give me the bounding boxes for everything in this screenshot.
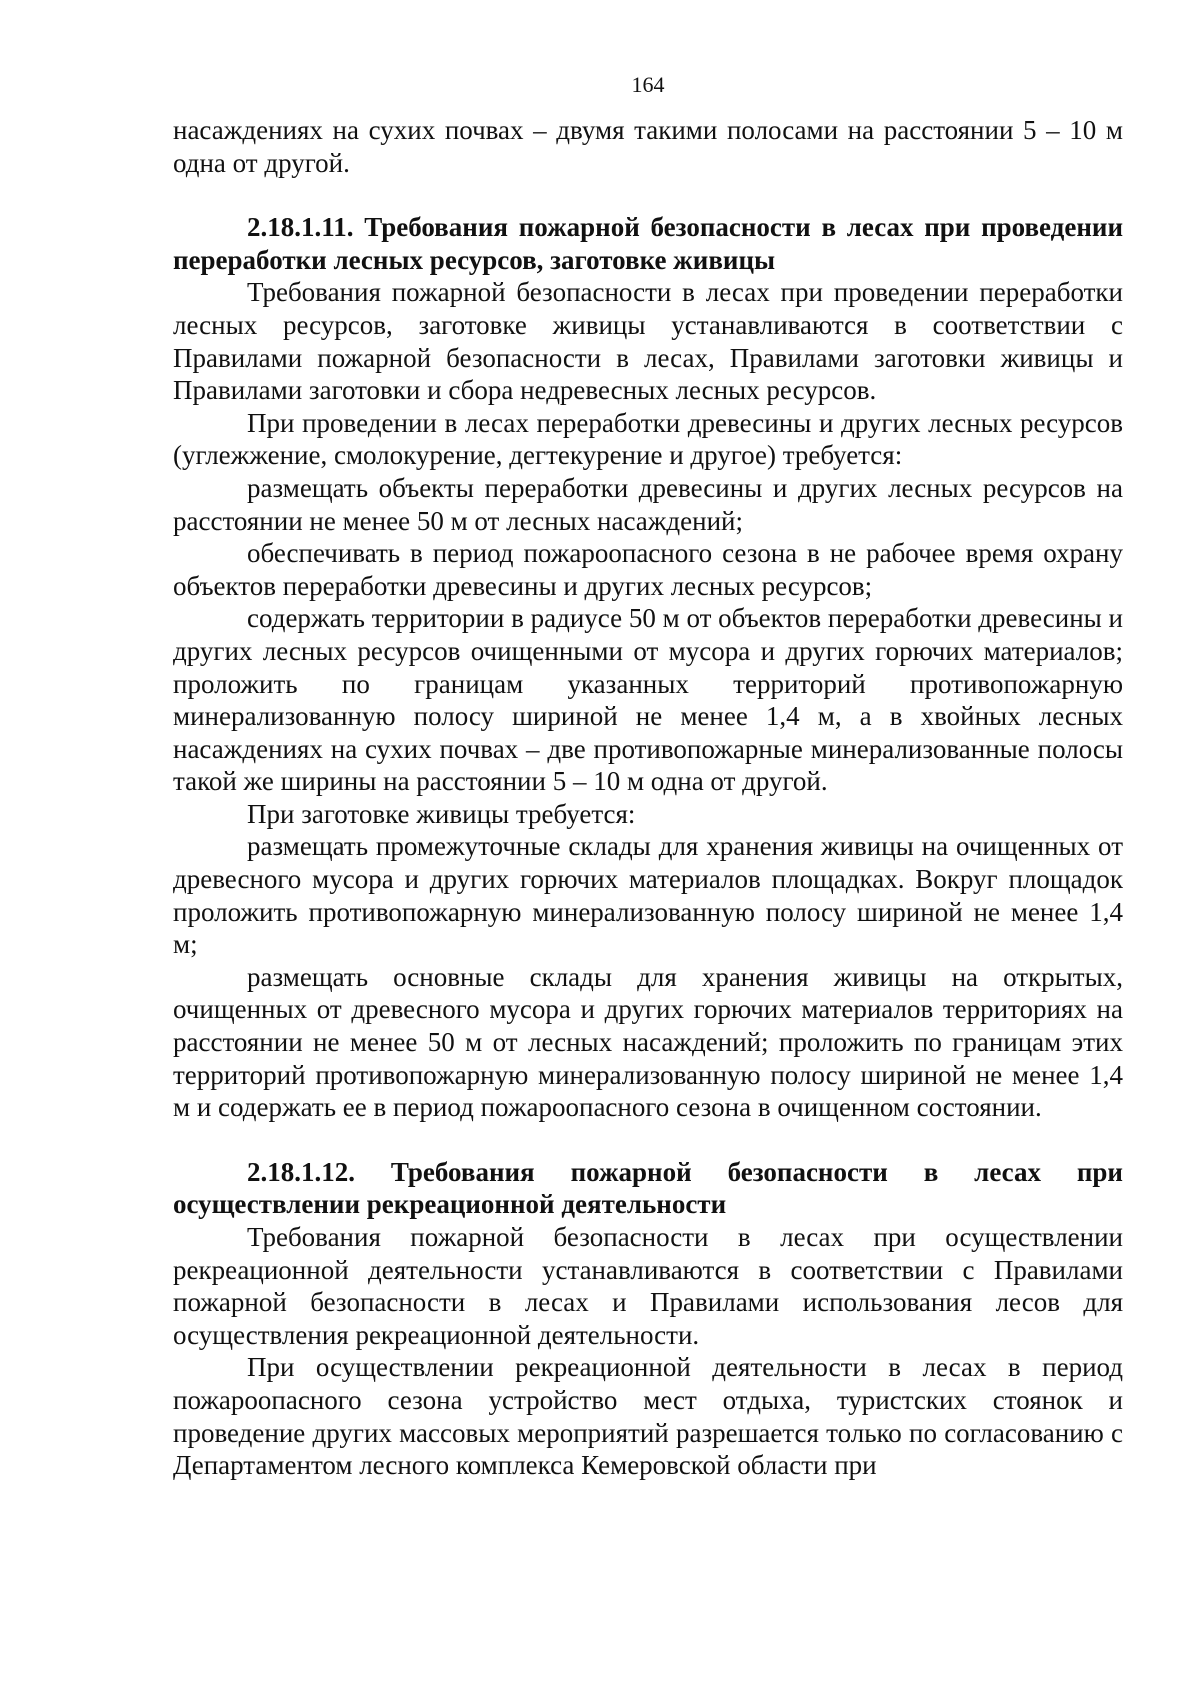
section-heading: 2.18.1.12. Требования пожарной безопасности в лесах при осуществлении рекреационной деятельности	[173, 1156, 1123, 1220]
paragraph: Требования пожарной безопасности в лесах при проведении переработки лесных ресурсов, заготовке живицы устанавливаются в соответствии с Правилами пожарной безопасности в лесах, Правилами заготовки живицы и Правилами заготовки и сбора недревесных лесных ресурсов.	[173, 277, 1123, 406]
paragraph: насаждениях на сухих почвах – двумя такими полосами на расстоянии 5 – 10 м одна от другой.	[173, 115, 1123, 178]
paragraph: размещать объекты переработки древесины и других лесных ресурсов на расстоянии не менее 50 м от лесных насаждений;	[173, 472, 1123, 536]
section-heading: 2.18.1.11. Требования пожарной безопасности в лесах при проведении переработки лесных ресурсов, заготовке живицы	[173, 212, 1123, 275]
section-spacer	[173, 179, 1123, 211]
paragraph: При осуществлении рекреационной деятельности в лесах в период пожароопасного сезона устройство мест отдыха, туристских стоянок и проведение других массовых мероприятий разрешается только по согласованию с Департаментом лесного комплекса Кемеровской области при	[173, 1352, 1123, 1481]
document-body	[173, 114, 1123, 1482]
paragraph: размещать основные склады для хранения живицы на открытых, очищенных от древесного мусора и других горючих материалов территориях на расстоянии не менее 50 м от лесных насаждений; проложить по границам этих территорий противопожарную минерализованную полосу шириной не менее 1,4 м и содержать ее в период пожароопасного сезона в очищенном состоянии.	[173, 961, 1123, 1123]
paragraph: Требования пожарной безопасности в лесах при осуществлении рекреационной деятельности устанавливаются в соответствии с Правилами пожарной безопасности в лесах и Правилами использования лесов для осуществления рекреационной деятельности.	[173, 1222, 1123, 1350]
paragraph: При заготовке живицы требуется:	[247, 798, 636, 829]
paragraph: содержать территории в радиусе 50 м от объектов переработки древесины и других лесных ресурсов очищенными от мусора и других горючих материалов; проложить по границам указанных территорий противопожарную минерализованную полосу шириной не менее 1,4 м, а в хвойных лесных насаждениях на сухих почвах – две противопожарные минерализованные полосы такой же ширины на расстоянии 5 – 10 м одна от другой.	[173, 603, 1123, 797]
paragraph: При проведении в лесах переработки древесины и других лесных ресурсов (углежжение, смолокурение, дегтекурение и другое) требуется:	[173, 407, 1123, 471]
paragraph: обеспечивать в период пожароопасного сезона в не рабочее время охрану объектов переработки древесины и других лесных ресурсов;	[173, 538, 1123, 601]
page-number: 164	[631, 72, 665, 97]
section-spacer	[173, 1124, 1123, 1156]
paragraph: размещать промежуточные склады для хранения живицы на очищенных от древесного мусора и других горючих материалов площадках. Вокруг площадок проложить противопожарную минерализованную полосу шириной не менее 1,4 м;	[173, 831, 1123, 960]
document-page	[173, 72, 1123, 1482]
